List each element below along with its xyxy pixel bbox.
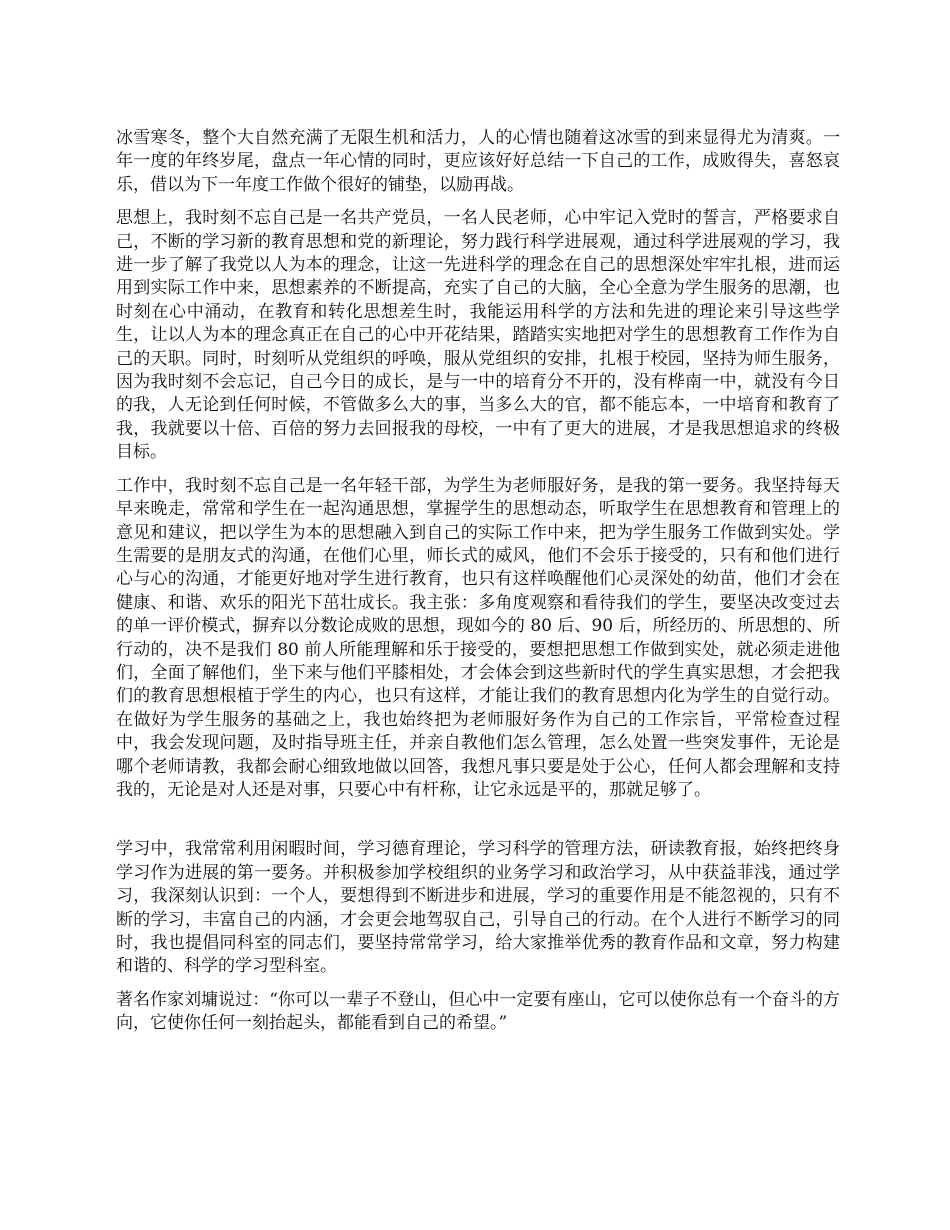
paragraph-quote: 著名作家刘墉说过：“你可以一辈子不登山，但心中一定要有座山，它可以使你总有一个奋斗的方向，它使你任何一刻抬起头，都能看到自己的希望。” (116, 989, 840, 1034)
paragraph-study: 学习中，我常常利用闲暇时间，学习德育理论，学习科学的管理方法，研读教育报，始终把终身学习作为进展的第一要务。并积极参加学校组织的业务学习和政治学习，从中获益菲浅，通过学习，我深刻认识到：一个人，要想得到不断进步和进展，学习的重要作用是不能忽视的，只有不断的学习，丰富自己的内涵，才会更会地驾驭自己，引导自己的行动。在个人进行不断学习的同时，我也提倡同科室的同志们，要坚持常常学习，给大家推举优秀的教育作品和文章，努力构建和谐的、科学的学习型科室。 (116, 839, 840, 977)
paragraph-intro: 冰雪寒冬，整个大自然充满了无限生机和活力，人的心情也随着这冰雪的到来显得尤为清爽。一年一度的年终岁尾，盘点一年心情的同时，更应该好好总结一下自己的工作，成败得失，喜怒哀乐，借以为下一年度工作做个很好的铺垫，以励再战。 (116, 128, 840, 195)
paragraph-work: 工作中，我时刻不忘自己是一名年轻干部，为学生为老师服好务，是我的第一要务。我坚持每天早来晚走，常常和学生在一起沟通思想，掌握学生的思想动态，听取学生在思想教育和管理上的意见和建议，把以学生为本的思想融入到自己的实际工作中来，把为学生服务工作做到实处。学生需要的是朋友式的沟通，在他们心里，师长式的威风，他们不会乐于接受的，只有和他们进行心与心的沟通，才能更好地对学生进行教育，也只有这样唤醒他们心灵深处的幼苗，他们才会在健康、和谐、欢乐的阳光下茁壮成长。我主张：多角度观察和看待我们的学生，要坚决改变过去的单一评价模式，摒弃以分数论成败的思想，现如今的 80 后、90 后，所经历的、所思想的、所行动的，决不是我们 80 前人所能理解和乐于接受的，要想把思想工作做到实处，就必须走进他们，全面了解他们，坐下来与他们平膝相处，才会体会到这些新时代的学生真实思想，才会把我们的教育思想根植于学生的内心，也只有这样，才能让我们的教育思想内化为学生的自觉行动。在做好为学生服务的基础之上，我也始终把为老师服好务作为自己的工作宗旨，平常检查过程中，我会发现问题，及时指导班主任，并亲自教他们怎么管理，怎么处置一些突发事件，无论是哪个老师请教，我都会耐心细致地做以回答，我想凡事只要是处于公心，任何人都会理解和支持我的，无论是对人还是对事，只要心中有杆称，让它永远是平的，那就足够了。 (116, 475, 840, 800)
paragraph-thought: 思想上，我时刻不忘自己是一名共产党员，一名人民老师，心中牢记入党时的誓言，严格要求自己，不断的学习新的教育思想和党的新理论，努力践行科学进展观，通过科学进展观的学习，我进一步了解了我党以人为本的理念，让这一先进科学的理念在自己的思想深处牢牢扎根，进而运用到实际工作中来，思想素养的不断提高，充实了自己的大脑，全心全意为学生服务的思潮，也时刻在心中涌动，在教育和转化思想差生时，我能运用科学的方法和先进的理论来引导这些学生，让以人为本的理念真正在自己的心中开花结果，踏踏实实地把对学生的思想教育工作作为自己的天职。同时，时刻听从党组织的呼唤，服从党组织的安排，扎根于校园，坚持为师生服务，因为我时刻不会忘记，自己今日的成长，是与一中的培育分不开的，没有桦南一中，就没有今日的我，人无论到任何时候，不管做多么大的事，当多么大的官，都不能忘本，一中培育和教育了我，我就要以十倍、百倍的努力去回报我的母校，一中有了更大的进展，才是我思想追求的终极目标。 (116, 208, 840, 463)
document-page (116, 127, 840, 1046)
